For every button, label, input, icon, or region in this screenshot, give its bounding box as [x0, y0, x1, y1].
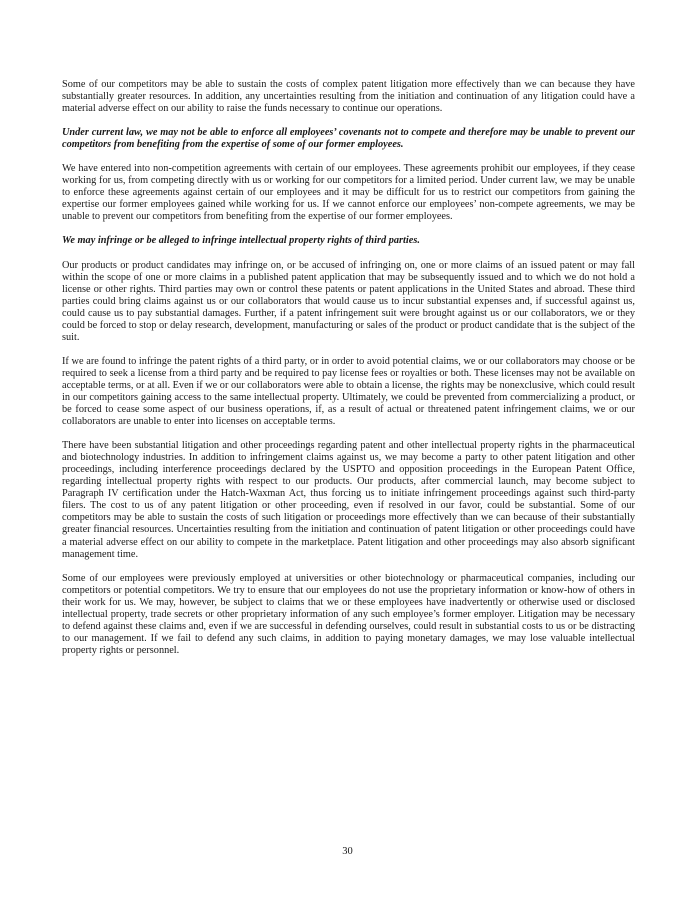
paragraph-licensing: If we are found to infringe the patent rights of a third party, or in order to avoid potential claims, we or our collaborators may choose or be required to seek a license from a third party and be required to pay license fees or royalties or both. These licenses may not be available on acceptable terms, or at all. Even if we or our collaborators were able to obtain a license, the rights may be nonexclusive, which could result in our competitors gaining access to the same intellectual property. Ultimately, we could be prevented from commercializing a product, or be forced to cease some aspect of our business operations, if, as a result of actual or threatened patent infringement claims, we or our collaborators are unable to enter into licenses on acceptable terms.	[62, 355, 635, 428]
heading-infringement: We may infringe or be alleged to infringe intellectual property rights of third parties.	[62, 235, 420, 247]
paragraph-former-employers: Some of our employees were previously employed at universities or other biotechnology or pharmaceutical companies, including our competitors or potential competitors. We try to ensure that our employees do not use the proprietary information or know-how of others in their work for us. We may, however, be subject to claims that we or these employees have inadvertently or otherwise used or disclosed intellectual property, trade secrets or other proprietary information of any such employee’s former employer. Litigation may be necessary to defend against these claims and, even if we are successful in defending ourselves, could result in substantial costs to us or be distracting to our management. If we fail to defend any such claims, in addition to paying monetary damages, we may lose valuable intellectual property rights or personnel.	[62, 572, 635, 656]
paragraph-litigation-costs: Some of our competitors may be able to sustain the costs of complex patent litigation more effectively than we can because they have substantially greater resources. In addition, any uncertainties resulting from the initiation and continuation of any litigation could have a material adverse effect on our ability to raise the funds necessary to continue our operations.	[62, 79, 635, 115]
paragraph-infringement-claims: Our products or product candidates may infringe on, or be accused of infringing on, one or more claims of an issued patent or may fall within the scope of one or more claims in a published patent application that may be subsequently issued and to which we do not hold a license or other rights. Third parties may own or control these patents or patent applications in the United States and abroad. These third parties could bring claims against us or our collaborators that would cause us to incur substantial expenses and, if successful against us, could cause us to pay substantial damages. Further, if a patent infringement suit were brought against us or our collaborators, we or they could be forced to stop or delay research, development, manufacturing or sales of the product or product candidate that is the subject of the suit.	[62, 259, 635, 343]
page-number: 30	[342, 846, 353, 857]
paragraph-litigation-proceedings: There have been substantial litigation and other proceedings regarding patent and other intellectual property rights in the pharmaceutical and biotechnology industries. In addition to infringement claims against us, we may become a party to other patent litigation and other proceedings, including interference proceedings declared by the USPTO and opposition proceedings in the European Patent Office, regarding intellectual property rights with respect to our products. Our products, after commercial launch, may become subject to Paragraph IV certification under the Hatch-Waxman Act, thus forcing us to initiate infringement proceedings against such third-party filers. The cost to us of any patent litigation or other proceeding, even if resolved in our favor, could be substantial. Some of our competitors may be able to sustain the costs of such litigation or proceedings more effectively than we can because of their substantially greater financial resources. Uncertainties resulting from the initiation and continuation of patent litigation or other proceedings could have a material adverse effect on our ability to compete in the marketplace. Patent litigation and other proceedings may also absorb significant management time.	[62, 440, 635, 560]
paragraph-non-compete-agreements: We have entered into non-competition agreements with certain of our employees. These agreements prohibit our employees, if they cease working for us, from competing directly with us or working for our competitors for a limited period. Under current law, we may be unable to enforce these agreements against certain of our employees and it may be difficult for us to restrict our competitors from gaining the expertise our former employees gained while working for us. If we cannot enforce our employees’ non-compete agreements, we may be unable to prevent our competitors from benefiting from the expertise of our former employees.	[62, 163, 635, 223]
heading-non-compete: Under current law, we may not be able to enforce all employees’ covenants not to compete and therefore may be unable to prevent our competitors from benefiting from the expertise of some of our former employees.	[62, 127, 635, 151]
document-body	[62, 79, 635, 669]
